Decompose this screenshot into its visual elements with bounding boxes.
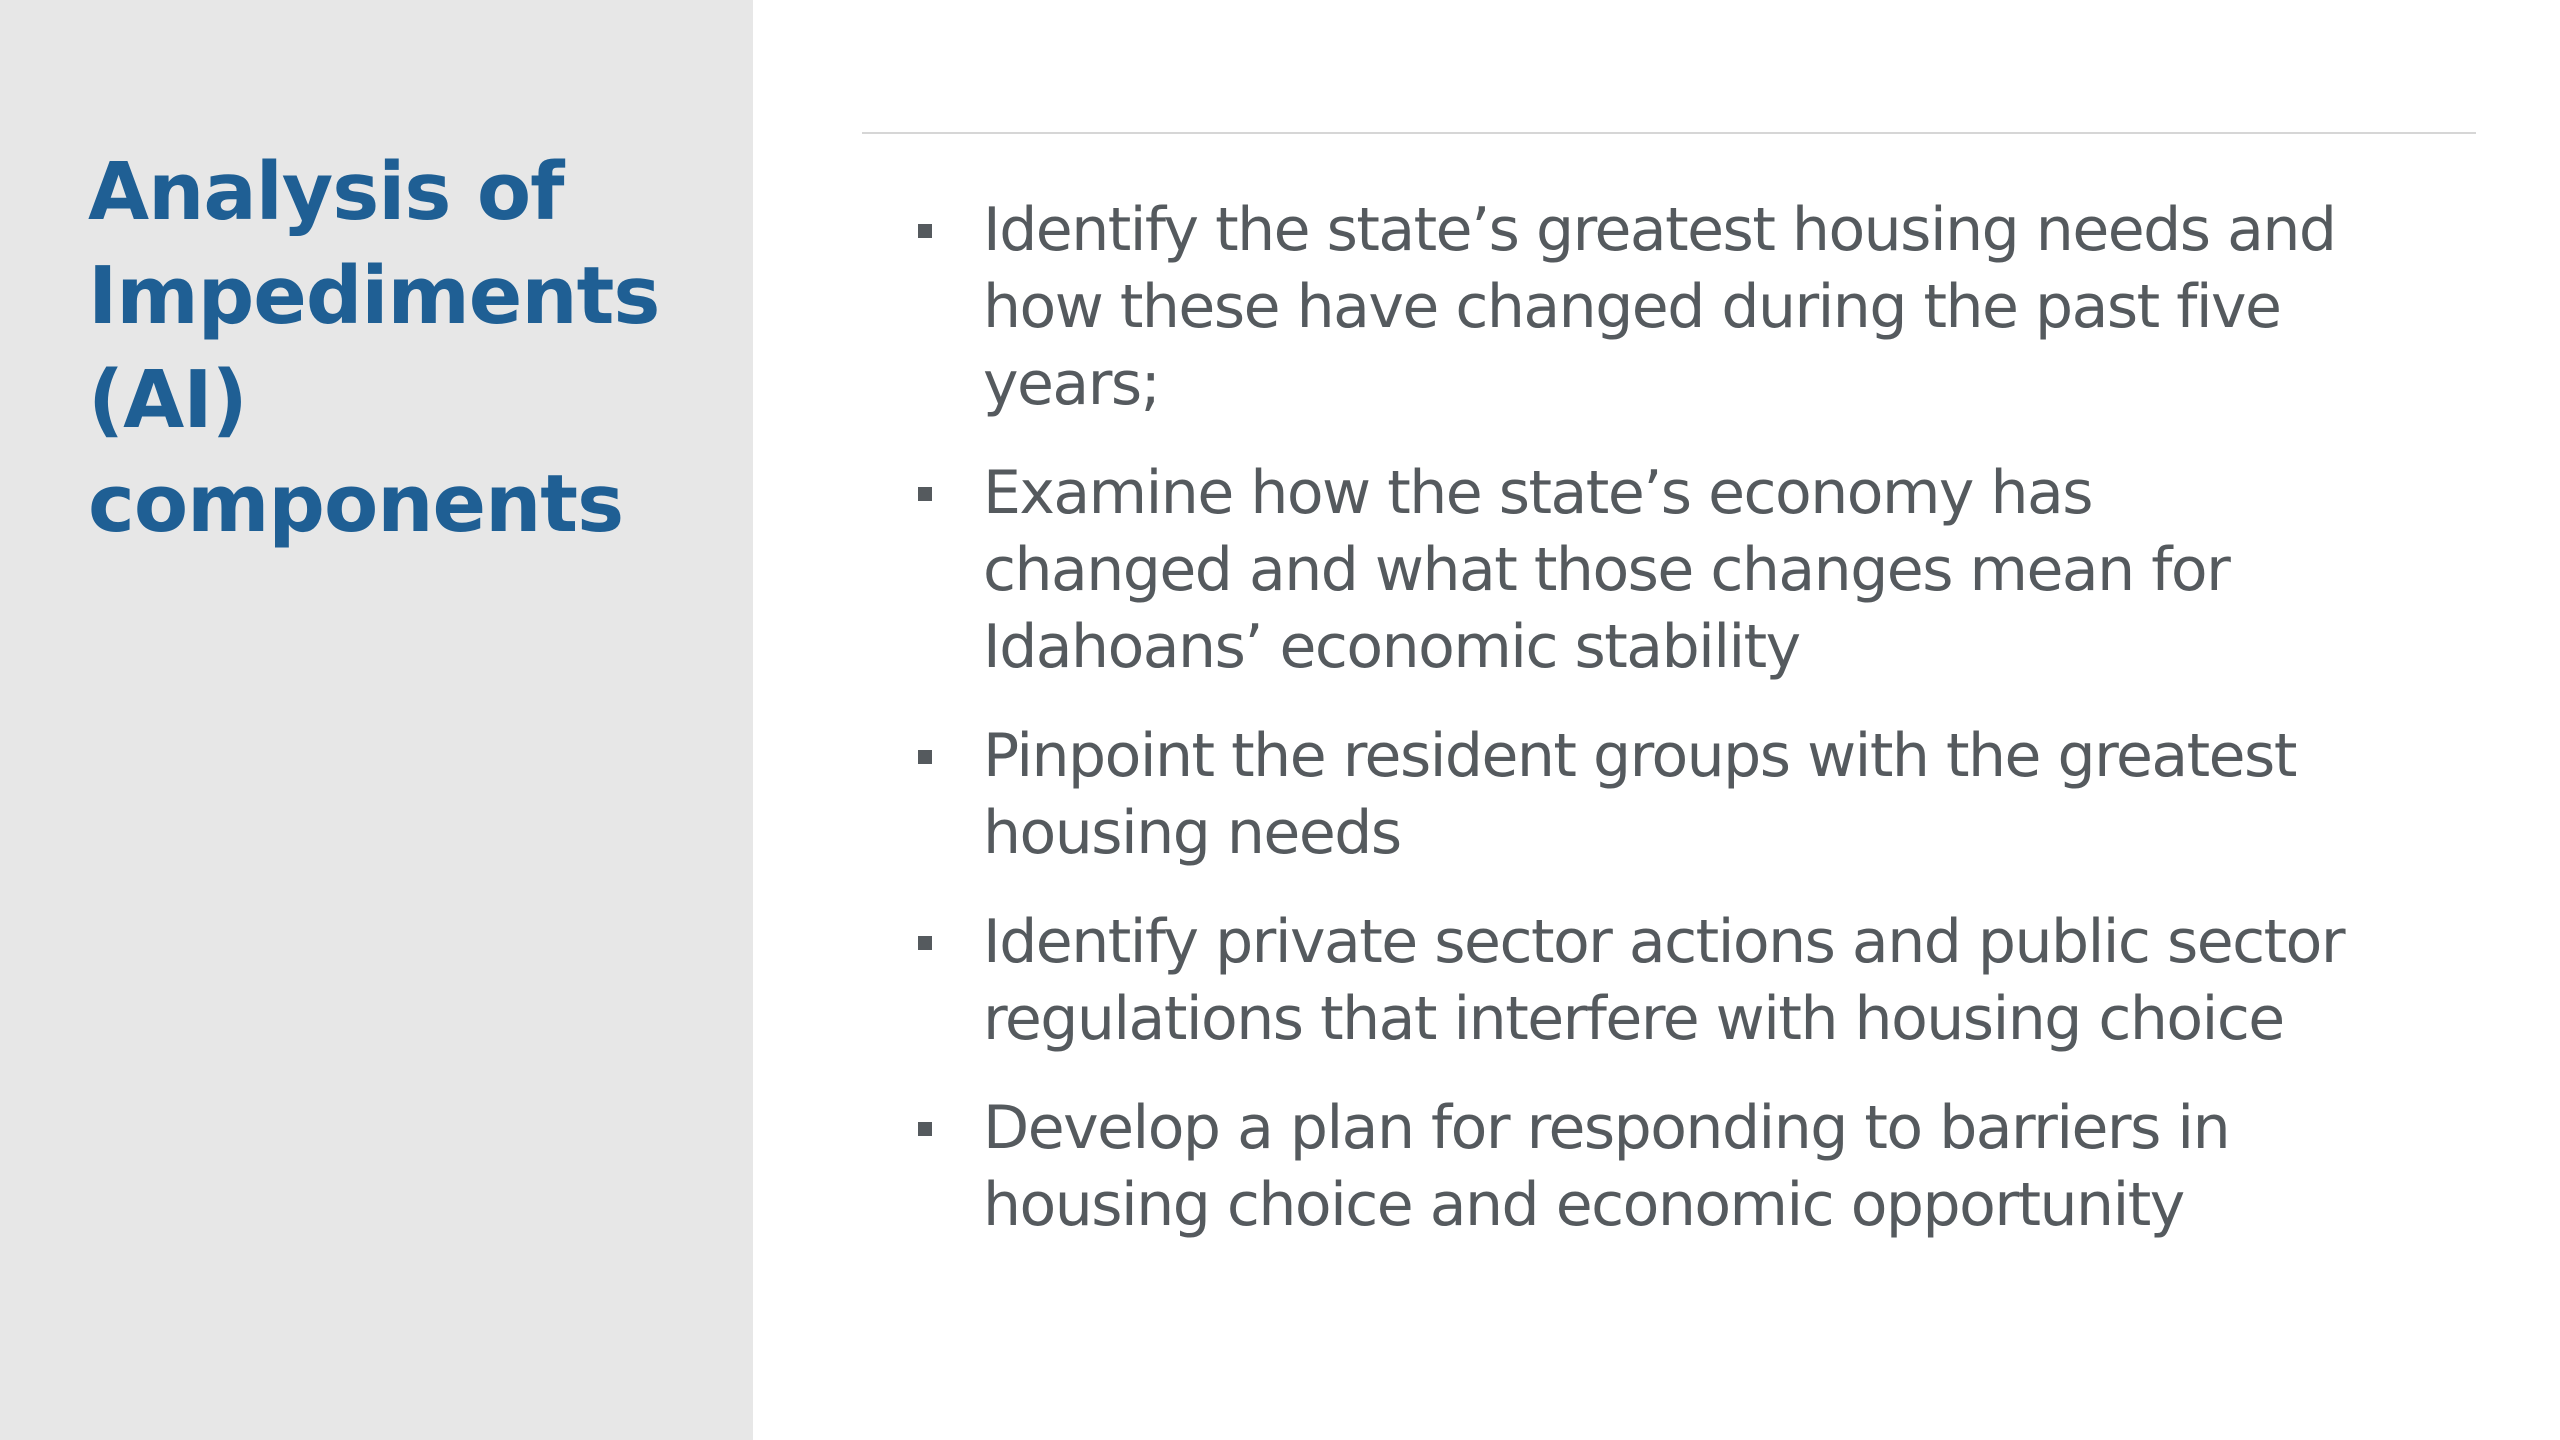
bullet-text: Pinpoint the resident groups with the greatest housing needs bbox=[983, 721, 2296, 868]
square-bullet-icon bbox=[918, 487, 932, 501]
title-line-4: components bbox=[88, 458, 624, 550]
bullet-text: Examine how the state’s economy has changed and what those changes mean for Idahoans’ economic stability bbox=[983, 458, 2230, 682]
bullet-item bbox=[915, 904, 2355, 1058]
header-divider bbox=[862, 132, 2476, 134]
title-line-1: Analysis of bbox=[88, 146, 564, 238]
square-bullet-icon bbox=[918, 936, 932, 950]
bullet-text: Identify the state’s greatest housing needs and how these have changed during the past five years; bbox=[983, 195, 2336, 419]
slide-title bbox=[88, 140, 728, 556]
square-bullet-icon bbox=[918, 1122, 932, 1136]
bullet-item bbox=[915, 718, 2355, 872]
title-line-3: (AI) bbox=[88, 354, 247, 446]
title-line-2: Impediments bbox=[88, 250, 660, 342]
bullet-text: Identify private sector actions and public sector regulations that interfere with housing choice bbox=[983, 907, 2345, 1054]
bullet-list bbox=[915, 192, 2355, 1276]
bullet-item bbox=[915, 455, 2355, 686]
bullet-item bbox=[915, 192, 2355, 423]
title-panel bbox=[0, 0, 753, 1440]
square-bullet-icon bbox=[918, 750, 932, 764]
bullet-item bbox=[915, 1090, 2355, 1244]
square-bullet-icon bbox=[918, 224, 932, 238]
bullet-text: Develop a plan for responding to barriers in housing choice and economic opportunity bbox=[983, 1093, 2230, 1240]
